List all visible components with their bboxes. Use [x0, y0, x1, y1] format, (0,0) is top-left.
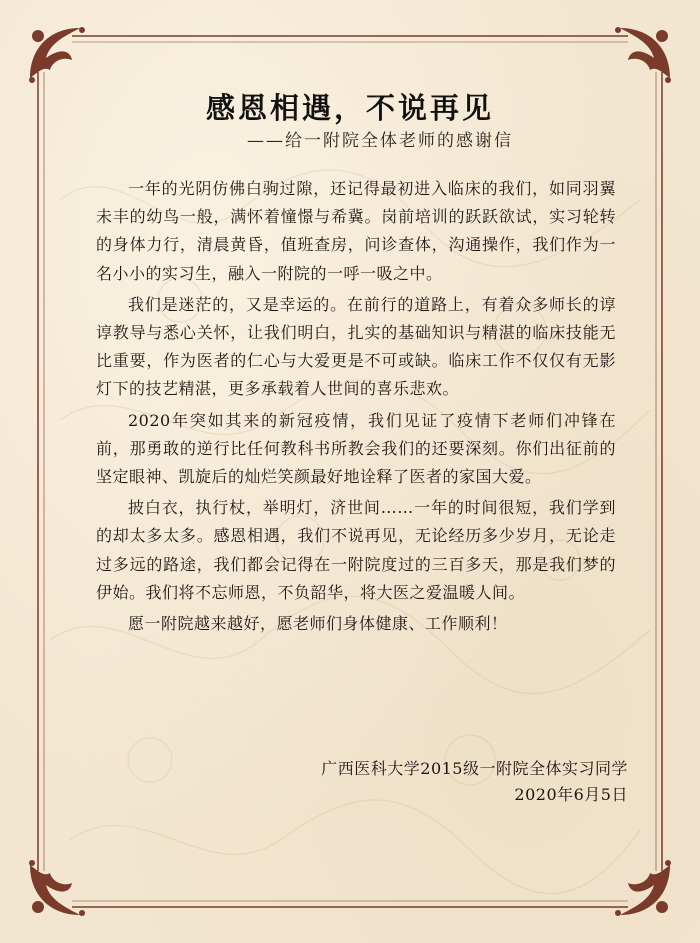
letter-title: 感恩相遇，不说再见: [205, 91, 494, 125]
signature: 广西医科大学2015级一附院全体实习同学: [321, 759, 628, 778]
paragraph-3: 2020年突如其来的新冠疫情，我们见证了疫情下老师们冲锋在前，那勇敢的逆行比任何教科书所教会我们的还要深刻。你们出征前的坚定眼神、凯旋后的灿烂笑颜最好地诠释了医者的家国大爱。: [96, 410, 616, 487]
paragraph-5: 愿一附院越来越好，愿老师们身体健康、工作顺利！: [128, 614, 508, 634]
letter-subtitle: ——给一附院全体老师的感谢信: [247, 131, 513, 151]
letter-date: 2020年6月5日: [514, 785, 628, 804]
corner-ornament-icon: [610, 18, 680, 88]
paragraph-2: 我们是迷茫的，又是幸运的。在前行的道路上，有着众多师长的谆谆教导与悉心关怀，让我们明白，扎实的基础知识与精湛的临床技能无比重要，作为医者的仁心与大爱更是不可或缺。临床工作不仅仅有无影灯下的技艺精湛，更多承载着人世间的喜乐悲欢。: [96, 294, 616, 399]
letter-body: [96, 175, 616, 641]
corner-ornament-icon: [610, 855, 680, 925]
corner-ornament-icon: [20, 855, 90, 925]
paragraph-4: 披白衣，执行杖，举明灯，济世间……一年的时间很短，我们学到的却太多太多。感恩相遇，我们不说再见，无论经历多少岁月，无论走过多远的路途，我们都会记得在一附院度过的三百多天，那是我们梦的伊始。我们将不忘师恩，不负韶华，将大医之爱温暖人间。: [96, 498, 616, 602]
corner-ornament-icon: [20, 18, 90, 88]
paragraph-1: 一年的光阴仿佛白驹过隙，还记得最初进入临床的我们，如同羽翼未丰的幼鸟一般，满怀着憧憬与希冀。岗前培训的跃跃欲试，实习轮转的身体力行，清晨黄昏，值班查房，问诊查体，沟通操作，我们作为一名小小的实习生，融入一附院的一呼一吸之中。: [96, 179, 616, 283]
